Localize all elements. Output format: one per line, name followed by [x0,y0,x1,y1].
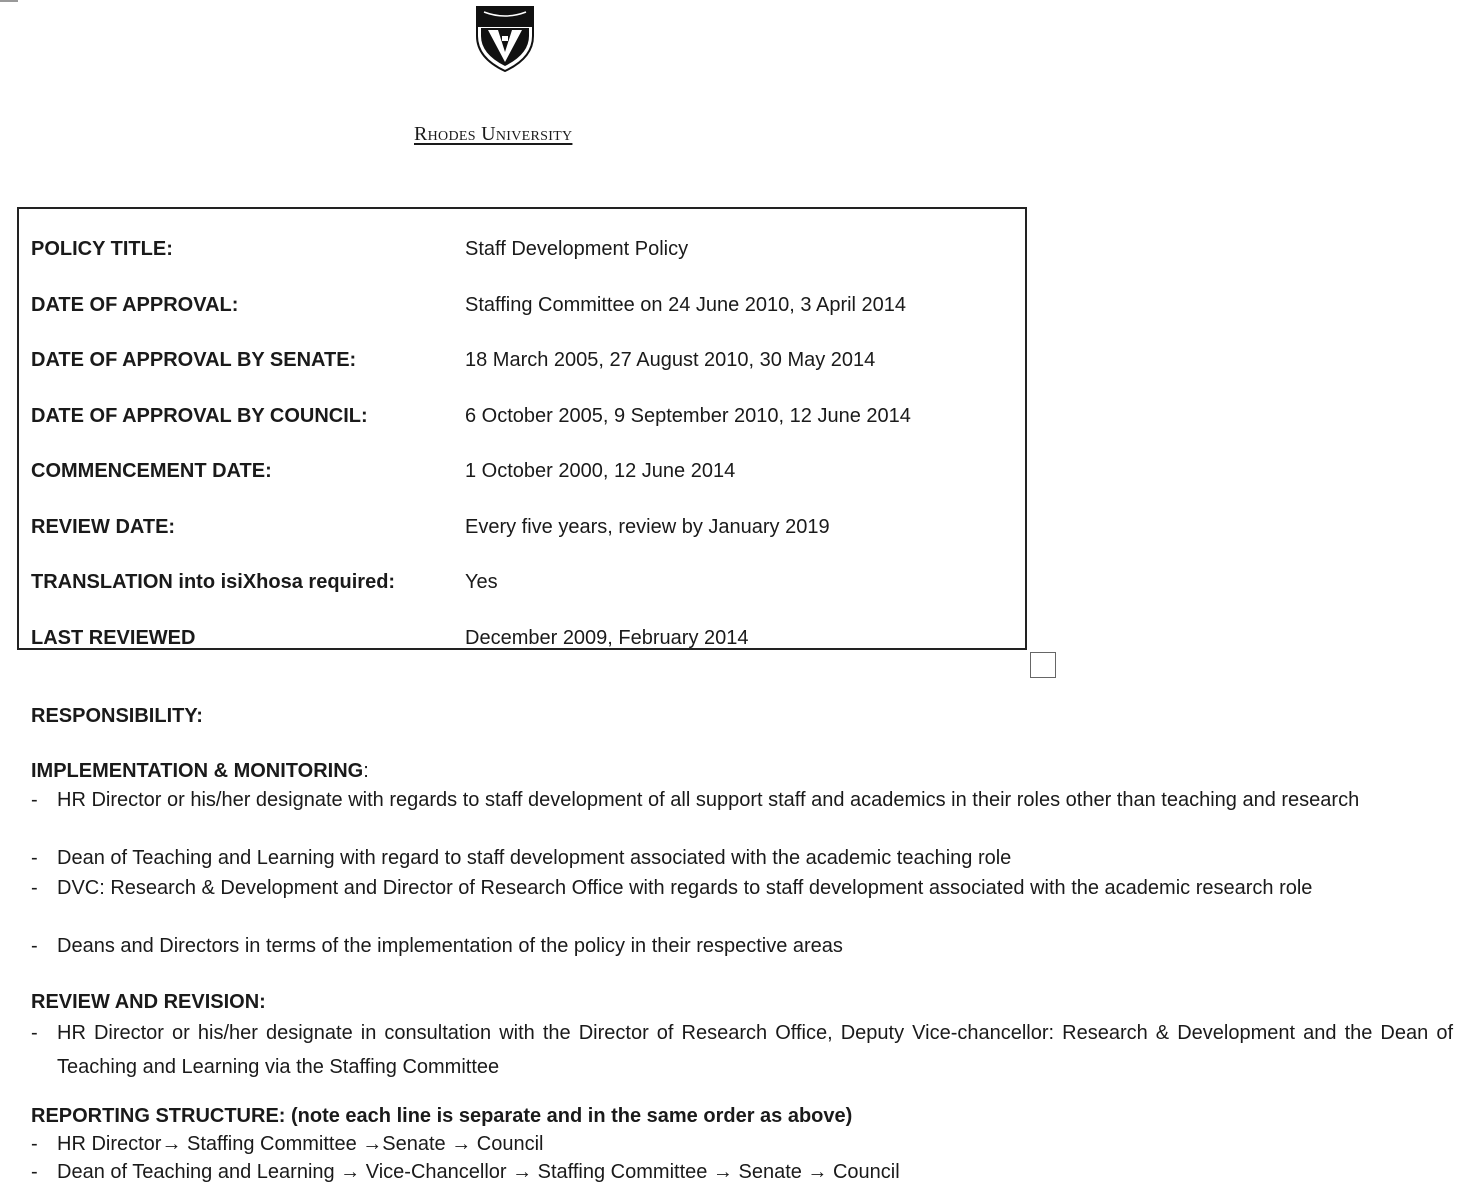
university-name: Rhodes University [414,123,573,145]
bullet-dash: - [31,877,38,899]
policy-value: Every five years, review by January 2019 [465,516,830,538]
bullet-dash: - [31,935,38,957]
list-item-text: HR Director or his/her designate with regards to staff development of all support staff and academics in their roles other than teaching and research [57,789,1360,811]
policy-label: REVIEW DATE: [31,516,176,538]
policy-label: POLICY TITLE: [31,238,173,260]
policy-label: LAST REVIEWED [31,627,196,649]
bullet-dash: - [31,1161,38,1183]
policy-label: DATE OF APPROVAL BY COUNCIL: [31,405,368,427]
policy-value: Staff Development Policy [465,238,689,260]
list-item-text: HR Director→ Staffing Committee →Senate → Council [57,1133,544,1155]
policy-value: Yes [465,571,498,593]
bullet-dash: - [31,847,38,869]
policy-label: COMMENCEMENT DATE: [31,460,272,482]
policy-label: DATE OF APPROVAL BY SENATE: [31,349,357,371]
implementation-heading [31,758,369,784]
implementation-heading-text: IMPLEMENTATION & MONITORING [31,760,364,782]
policy-value: 1 October 2000, 12 June 2014 [465,460,736,482]
university-crest-icon [476,6,534,72]
list-item-text: Deans and Directors in terms of the implementation of the policy in their respective areas [57,935,843,957]
bullet-dash: - [31,1022,38,1044]
policy-label: DATE OF APPROVAL: [31,294,239,316]
review-revision-heading: REVIEW AND REVISION: [31,991,266,1013]
page-corner-mark [0,0,18,2]
policy-value: 18 March 2005, 27 August 2010, 30 May 2014 [465,349,876,371]
policy-value: Staffing Committee on 24 June 2010, 3 April 2014 [465,294,907,316]
policy-value: December 2009, February 2014 [465,627,749,649]
implementation-heading-colon: : [363,760,369,782]
policy-label: TRANSLATION into isiXhosa required: [31,571,396,593]
responsibility-heading: RESPONSIBILITY: [31,705,203,727]
list-item-text: DVC: Research & Development and Director of Research Office with regards to staff development associated with the academic research role [57,877,1313,899]
policy-value: 6 October 2005, 9 September 2010, 12 June 2014 [465,405,911,427]
bullet-dash: - [31,789,38,811]
reporting-structure-heading: REPORTING STRUCTURE: (note each line is separate and in the same order as above) [31,1105,853,1127]
list-item-text: HR Director or his/her designate in consultation with the Director of Research Office, Deputy Vice-chancellor: Research & Development and the Dean of Teaching and Learning via the Staffing Committee [57,1022,1453,1078]
text-box-anchor-handle[interactable] [1030,652,1056,678]
list-item-text: Dean of Teaching and Learning with regard to staff development associated with the academic teaching role [57,847,1012,869]
policy-details-box [17,207,1027,650]
list-item-text: Dean of Teaching and Learning → Vice-Chancellor → Staffing Committee → Senate → Council [57,1161,900,1183]
bullet-dash: - [31,1133,38,1155]
